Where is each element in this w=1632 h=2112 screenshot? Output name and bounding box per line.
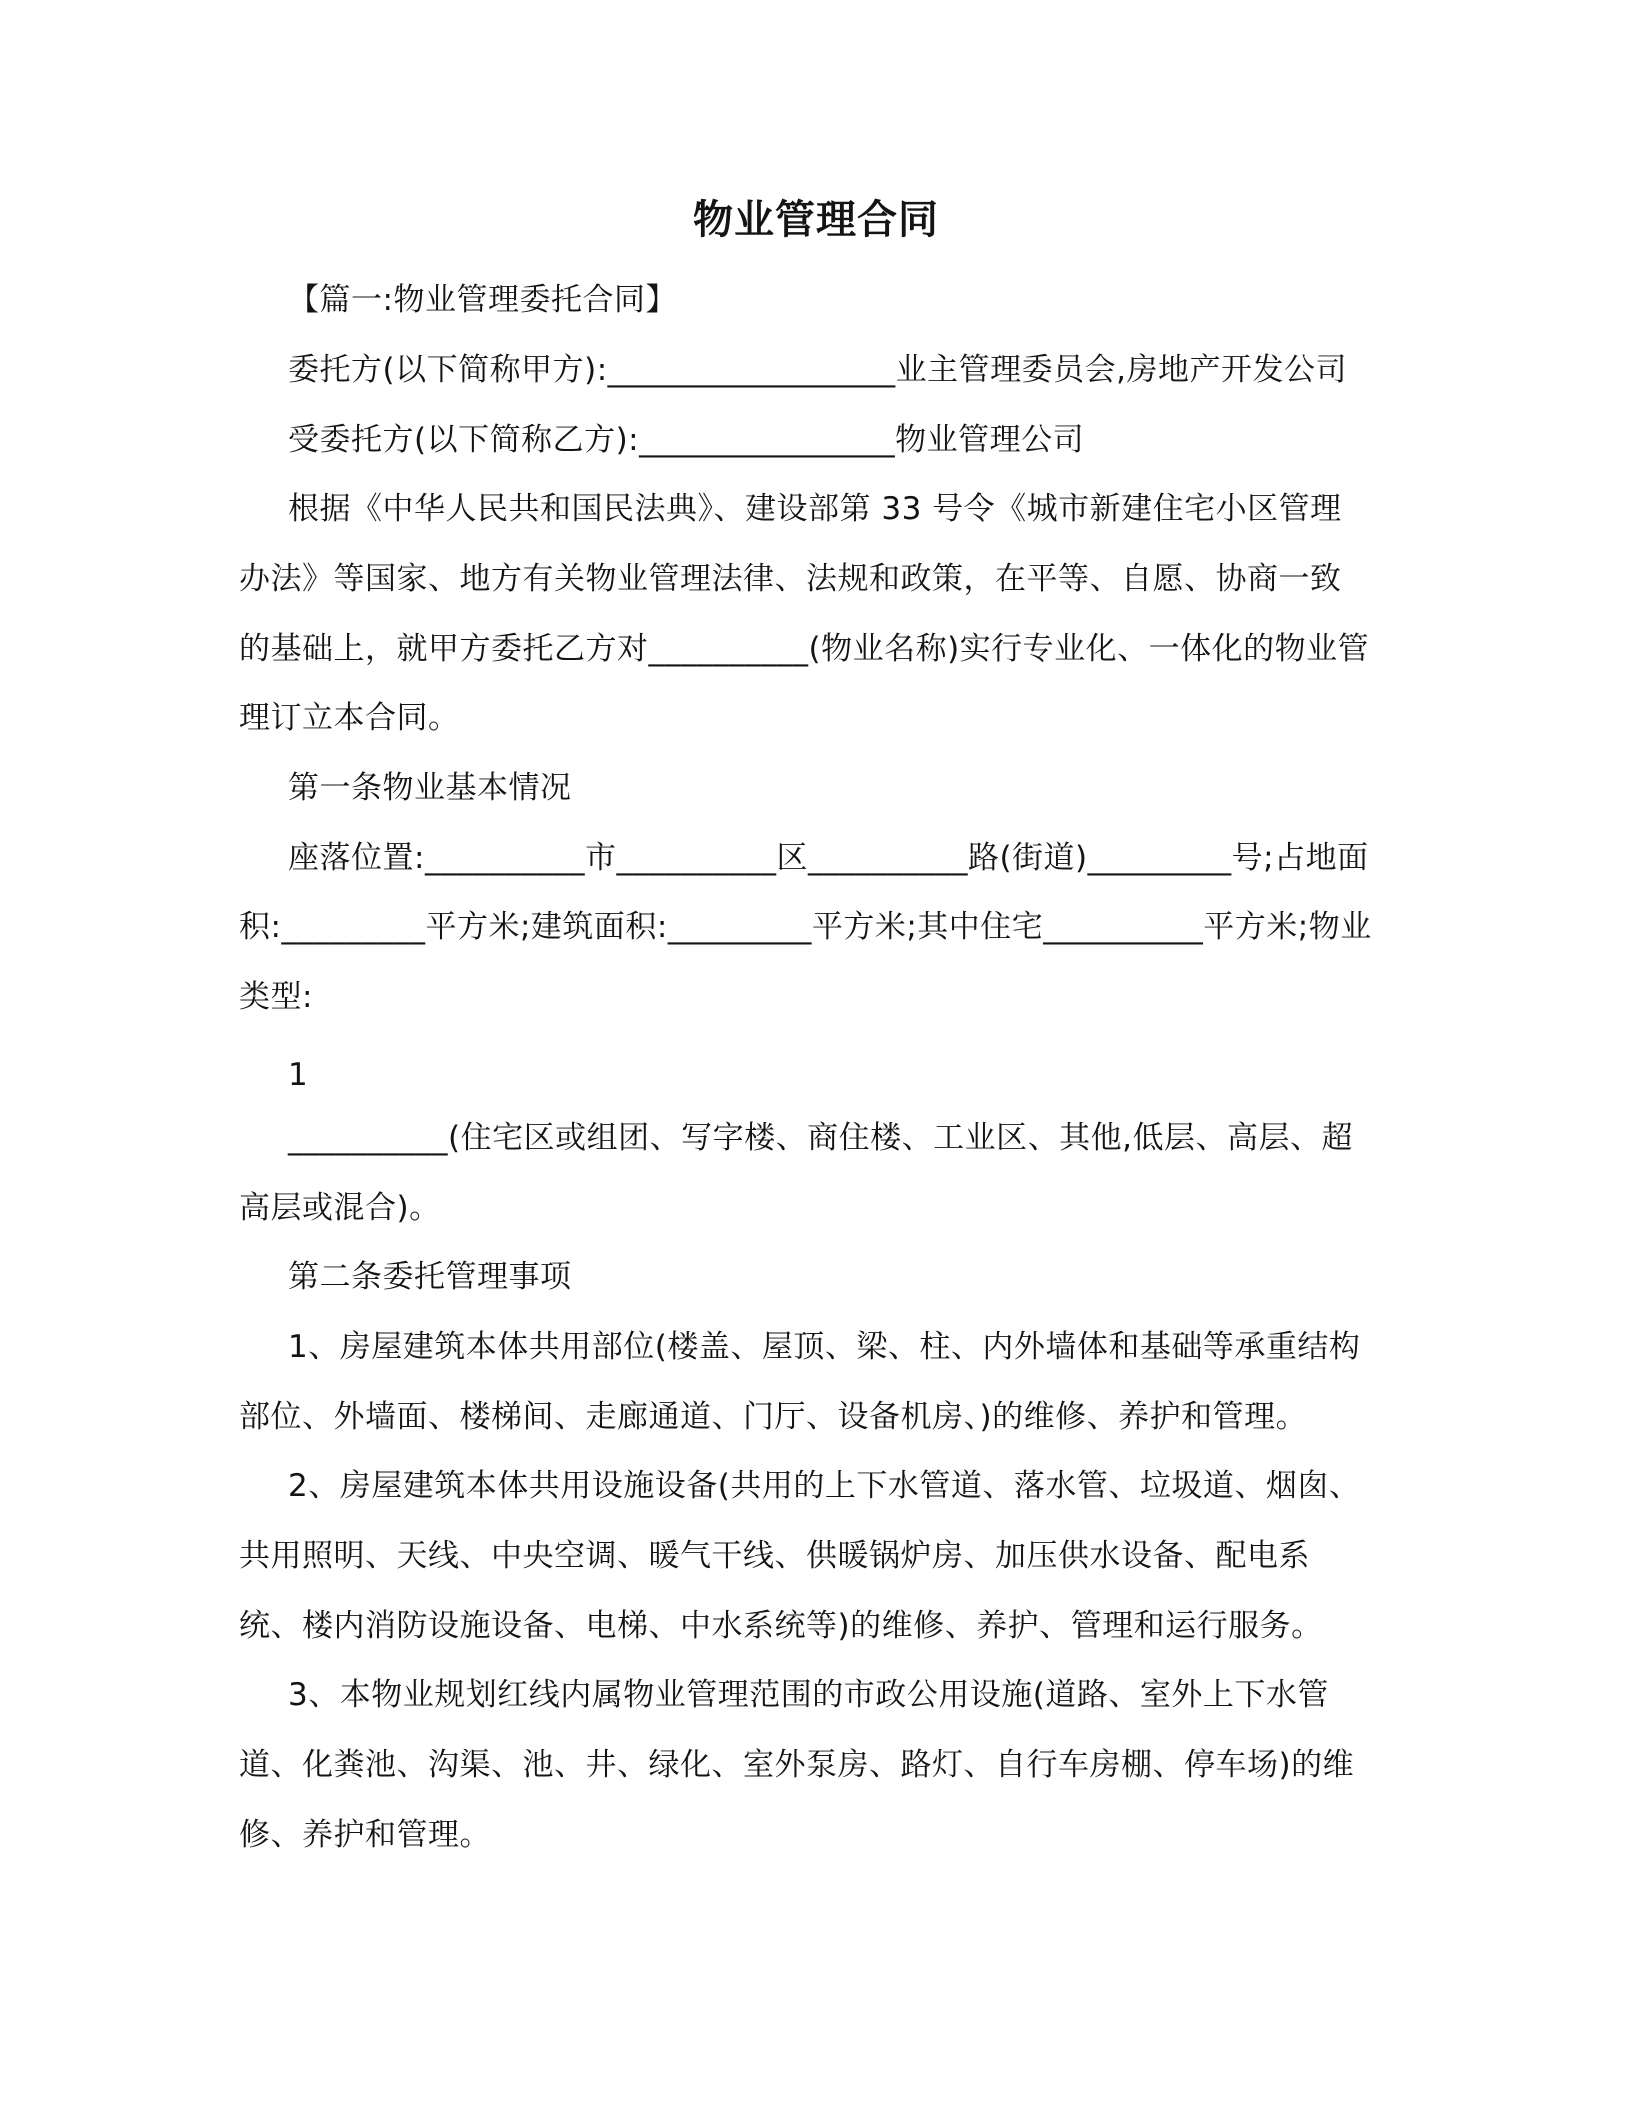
party-a-line: 委托方(以下简称甲方):__________________业主管理委员会,房地产开发公司 xyxy=(288,352,1347,388)
item-3-line-2: 道、化粪池、沟渠、池、井、绿化、室外泵房、路灯、自行车房棚、停车场)的维 xyxy=(239,1747,1355,1783)
property-type-line-1: __________(住宅区或组团、写字楼、商住楼、工业区、其他,低层、高层、超 xyxy=(288,1120,1353,1156)
article-one-heading: 第一条物业基本情况 xyxy=(288,770,572,806)
preamble-line-1: 根据《中华人民共和国民法典》、建设部第 33 号令《城市新建住宅小区管理 xyxy=(288,491,1342,527)
preamble-line-3: 的基础上，就甲方委托乙方对__________(物业名称)实行专业化、一体化的物业管 xyxy=(239,631,1370,667)
item-3-line-3: 修、养护和管理。 xyxy=(239,1817,491,1853)
page-number-marker: 1 xyxy=(288,1057,309,1093)
section-heading-part-one: 【篇一:物业管理委托合同】 xyxy=(288,282,677,318)
party-b-line: 受委托方(以下简称乙方):________________物业管理公司 xyxy=(288,422,1085,458)
property-type-line-2: 高层或混合)。 xyxy=(239,1190,441,1226)
document-title: 物业管理合同 xyxy=(693,197,939,243)
item-1-line-2: 部位、外墙面、楼梯间、走廊通道、门厅、设备机房、)的维修、养护和管理。 xyxy=(239,1399,1308,1435)
item-2-line-2: 共用照明、天线、中央空调、暖气干线、供暖锅炉房、加压供水设备、配电系 xyxy=(239,1538,1310,1574)
preamble-line-2: 办法》等国家、地方有关物业管理法律、法规和政策，在平等、自愿、协商一致 xyxy=(239,561,1342,597)
item-2-line-3: 统、楼内消防设施设备、电梯、中水系统等)的维修、养护、管理和运行服务。 xyxy=(239,1608,1323,1644)
property-type-label: 类型: xyxy=(239,979,313,1015)
article-two-heading: 第二条委托管理事项 xyxy=(288,1259,572,1295)
location-line-2: 积:_________平方米;建筑面积:_________平方米;其中住宅__________平方米;物业 xyxy=(239,909,1372,945)
item-3-line-1: 3、本物业规划红线内属物业管理范围的市政公用设施(道路、室外上下水管 xyxy=(288,1677,1329,1713)
preamble-line-4: 理订立本合同。 xyxy=(239,700,460,736)
location-line-1: 座落位置:__________市__________区__________路(街道)_________号;占地面 xyxy=(288,840,1369,876)
item-2-line-1: 2、房屋建筑本体共用设施设备(共用的上下水管道、落水管、垃圾道、烟囱、 xyxy=(288,1468,1361,1504)
item-1-line-1: 1、房屋建筑本体共用部位(楼盖、屋顶、梁、柱、内外墙体和基础等承重结构 xyxy=(288,1329,1361,1365)
